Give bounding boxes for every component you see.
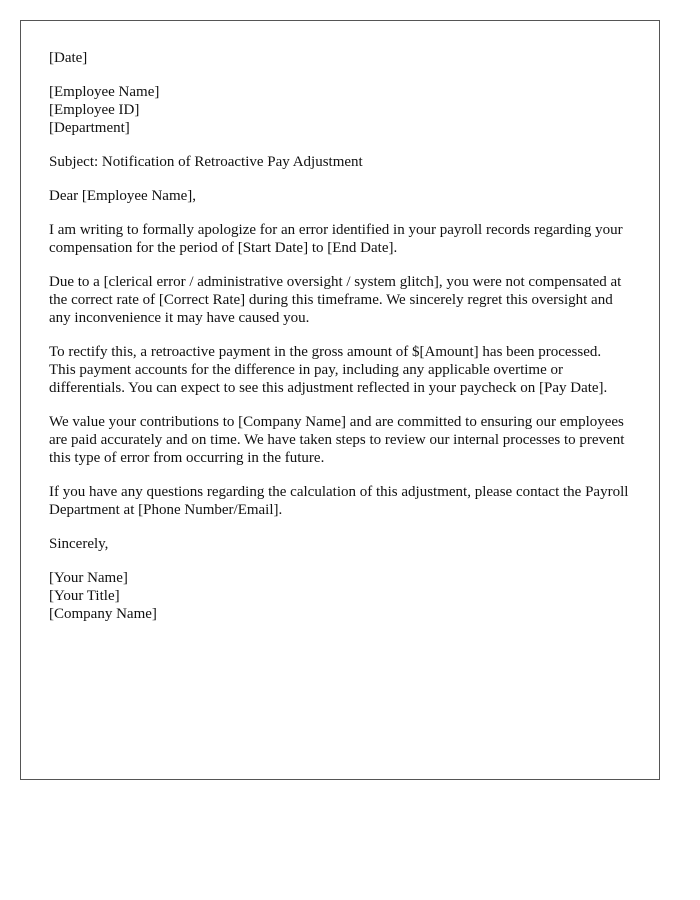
signature-block: [49, 569, 631, 623]
letter-subject: Subject: Notification of Retroactive Pay Adjustment: [49, 154, 363, 170]
date-block: [49, 49, 631, 67]
salutation-block: [49, 187, 631, 205]
body-paragraph-4: We value your contributions to [Company Name] and are committed to ensuring our employees are paid accurately and on time. We have taken steps to review our internal processes to prevent this type of error from occurring in the future.: [49, 414, 625, 466]
letter-closing: Sincerely,: [49, 536, 109, 552]
body-paragraph-5: If you have any questions regarding the calculation of this adjustment, please contact the Payroll Department at [Phone Number/Email].: [49, 484, 629, 518]
letter-date: [Date]: [49, 50, 88, 66]
letter-salutation: Dear [Employee Name],: [49, 188, 197, 204]
body-paragraph-3: To rectify this, a retroactive payment in the gross amount of $[Amount] has been processed. This payment accounts for the difference in pay, including any applicable overtime or differentials. You can expect to see this adjustment reflected in your paycheck on [Pay Date].: [49, 344, 608, 396]
signature-company: [Company Name]: [49, 606, 157, 622]
letter-page: [20, 20, 660, 780]
body-paragraph-2: Due to a [clerical error / administrative oversight / system glitch], you were not compensated at the correct rate of [Correct Rate] during this timeframe. We sincerely regret this oversight and any inconvenience it may have caused you.: [49, 274, 622, 326]
recipient-id: [Employee ID]: [49, 102, 140, 118]
subject-block: [49, 153, 631, 171]
recipient-block: [49, 83, 631, 137]
body-paragraph-1: I am writing to formally apologize for an error identified in your payroll records regarding your compensation for the period of [Start Date] to [End Date].: [49, 222, 623, 256]
recipient-name: [Employee Name]: [49, 84, 160, 100]
signature-name: [Your Name]: [49, 570, 128, 586]
closing-block: [49, 535, 631, 553]
signature-title: [Your Title]: [49, 588, 120, 604]
recipient-department: [Department]: [49, 120, 130, 136]
